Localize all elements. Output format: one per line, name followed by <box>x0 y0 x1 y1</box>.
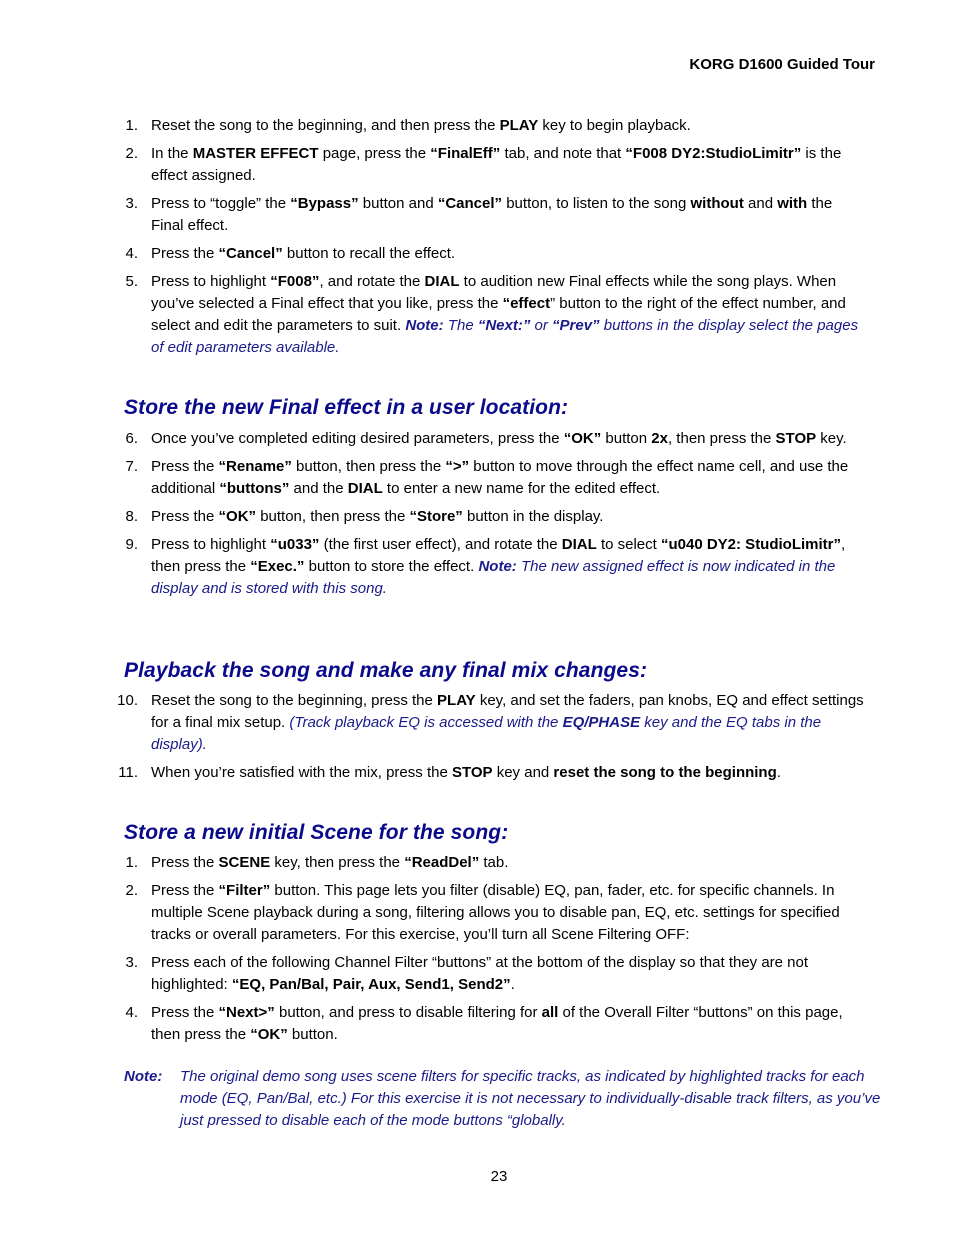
heading-store-scene: Store a new initial Scene for the song: <box>124 821 509 844</box>
body-text: Press each of the following Channel Filter “buttons” at the bottom of the display so that they are not highlighted: <box>151 954 809 993</box>
body-text: . <box>776 764 781 781</box>
emphasis-text: “Exec.” <box>250 558 305 575</box>
emphasis-text: “FinalEff” <box>430 145 501 162</box>
body-text: to enter a new name for the edited effect. <box>382 480 661 497</box>
list-item <box>0 690 954 756</box>
section-effect-steps <box>0 115 954 365</box>
body-text: and <box>743 195 778 212</box>
document-header: KORG D1600 Guided Tour <box>689 56 875 73</box>
emphasis-text: “EQ, Pan/Bal, Pair, Aux, Send1, Send2” <box>231 976 511 993</box>
list-item <box>0 506 954 528</box>
note-text: key and the EQ tabs in the display). <box>151 714 822 753</box>
list-item <box>0 456 954 500</box>
note-text: The <box>443 317 478 334</box>
body-text: , then press the <box>151 536 846 575</box>
body-text: button. <box>287 1026 338 1043</box>
body-text: button in the display. <box>462 508 604 525</box>
body-text: button to recall the effect. <box>282 245 456 262</box>
body-text: is the effect assigned. <box>151 145 842 184</box>
emphasis-text: “Next>” <box>218 1004 275 1021</box>
heading-playback-mix: Playback the song and make any final mix changes: <box>124 659 648 682</box>
body-text: button and <box>358 195 438 212</box>
list-item-number: 1. <box>125 854 138 871</box>
emphasis-text: “OK” <box>563 430 602 447</box>
body-text: button <box>601 430 652 447</box>
body-text: key. <box>816 430 847 447</box>
emphasis-text: “effect <box>502 295 551 312</box>
body-text: (the first user effect), and rotate the <box>319 536 562 553</box>
body-text: to select <box>596 536 661 553</box>
list-item-number: 2. <box>125 882 138 899</box>
body-text: Press to “toggle” the <box>151 195 291 212</box>
emphasis-text: with <box>777 195 808 212</box>
emphasis-text: without <box>690 195 744 212</box>
list-item <box>0 1002 954 1046</box>
emphasis-text: “OK” <box>250 1026 288 1043</box>
emphasis-text: “u033” <box>270 536 320 553</box>
emphasis-text: “Bypass” <box>290 195 359 212</box>
body-text: ” button to the right of the effect number, and select and edit the parameters to suit. <box>151 295 846 334</box>
body-text: key, and set the faders, pan knobs, EQ and effect settings for a final mix setup. <box>151 692 864 731</box>
emphasis-text: “Cancel” <box>218 245 283 262</box>
body-text: Press the <box>151 458 219 475</box>
body-text: tab, and note that <box>500 145 626 162</box>
emphasis-text: DIAL <box>424 273 460 290</box>
body-text: In the <box>151 145 193 162</box>
list-item <box>0 428 954 450</box>
body-text: Press the <box>151 245 219 262</box>
note-text: (Track playback EQ is accessed with the <box>289 714 563 731</box>
emphasis-text: “u040 DY2: StudioLimitr” <box>660 536 842 553</box>
list-item-number: 11. <box>118 764 138 781</box>
list-item <box>0 193 954 237</box>
list-item <box>0 271 954 359</box>
emphasis-text: “Rename” <box>218 458 292 475</box>
list-item-number: 3. <box>125 954 138 971</box>
note-text: The new assigned effect is now indicated in the display and is stored with this song. <box>151 558 836 597</box>
list-item-number: 4. <box>125 245 138 262</box>
list-item <box>0 880 954 946</box>
emphasis-text: PLAY <box>437 692 476 709</box>
body-text: button to move through the effect name cell, and use the additional <box>151 458 849 497</box>
list-item <box>0 852 954 874</box>
body-text: key, then press the <box>270 854 405 871</box>
body-text: Press the <box>151 508 219 525</box>
list-item-number: 8. <box>125 508 138 525</box>
list-item-number: 7. <box>125 458 138 475</box>
emphasis-text: all <box>541 1004 559 1021</box>
body-text: key and <box>492 764 554 781</box>
body-text: Press the <box>151 854 219 871</box>
emphasis-text: SCENE <box>218 854 271 871</box>
section-scene-steps <box>0 852 954 1052</box>
emphasis-text: MASTER EFFECT <box>192 145 319 162</box>
body-text: button to store the effect. <box>304 558 479 575</box>
note-text: buttons in the display select the pages of edit parameters available. <box>151 317 859 356</box>
emphasis-text: reset the song to the beginning <box>553 764 777 781</box>
note-text: The original demo song uses scene filters for specific tracks, as indicated by highlighted tracks for each mode (EQ, Pan/Bal, etc.) For this exercise it is not necessary to individually-disable track filters, as you’ve just pressed to disable each of the mode buttons “globally. <box>180 1068 881 1129</box>
final-note <box>124 1066 884 1132</box>
emphasis-text: “ReadDel” <box>404 854 480 871</box>
list-item-number: 6. <box>125 430 138 447</box>
body-text: Reset the song to the beginning, and then press the <box>151 117 500 134</box>
list-item <box>0 143 954 187</box>
emphasis-text: “Cancel” <box>437 195 503 212</box>
note-label: Note: <box>124 1068 163 1085</box>
list-item-number: 4. <box>125 1004 138 1021</box>
emphasis-text: STOP <box>451 764 493 781</box>
emphasis-text: “Filter” <box>218 882 271 899</box>
body-text: . <box>510 976 515 993</box>
emphasis-text: “OK” <box>218 508 257 525</box>
section-store-effect-steps <box>0 428 954 606</box>
note-emphasis: Note: <box>405 317 444 334</box>
emphasis-text: 2x <box>651 430 668 447</box>
emphasis-text: STOP <box>775 430 817 447</box>
body-text: Press the <box>151 1004 219 1021</box>
note-text: or <box>530 317 553 334</box>
list-item-number: 3. <box>125 195 138 212</box>
body-text: button. This page lets you filter (disable) EQ, pan, fader, etc. for specific channels. In multiple Scene playback during a song, filtering allows you to disable pan, EQ, etc. settings for specified tracks or overall parameters. For this exercise, you’ll turn all Scene Filtering OFF: <box>151 882 840 943</box>
body-text: the Final effect. <box>151 195 833 234</box>
list-item <box>0 762 954 784</box>
body-text: button, and press to disable filtering for <box>274 1004 542 1021</box>
list-item-number: 10. <box>117 692 138 709</box>
list-item <box>0 243 954 265</box>
body-text: of the Overall Filter “buttons” on this page, then press the <box>151 1004 843 1043</box>
note-emphasis: “Next:” <box>477 317 531 334</box>
emphasis-text: DIAL <box>561 536 597 553</box>
list-item-number: 2. <box>125 145 138 162</box>
body-text: , and rotate the <box>319 273 425 290</box>
emphasis-text: “F008 DY2:StudioLimitr” <box>625 145 802 162</box>
emphasis-text: “>” <box>445 458 470 475</box>
body-text: Once you’ve completed editing desired parameters, press the <box>151 430 564 447</box>
body-text: key to begin playback. <box>538 117 691 134</box>
body-text: tab. <box>479 854 509 871</box>
body-text: , then press the <box>667 430 776 447</box>
body-text: button, then press the <box>291 458 446 475</box>
list-item-number: 1. <box>125 117 138 134</box>
list-item <box>0 115 954 137</box>
body-text: Press the <box>151 882 219 899</box>
emphasis-text: “Store” <box>409 508 463 525</box>
note-emphasis: Note: <box>478 558 517 575</box>
list-item <box>0 534 954 600</box>
note-emphasis: EQ/PHASE <box>562 714 641 731</box>
heading-store-final-effect: Store the new Final effect in a user location: <box>124 396 569 419</box>
note-emphasis: “Prev” <box>552 317 600 334</box>
body-text: page, press the <box>318 145 431 162</box>
page-number: 23 <box>490 1168 508 1185</box>
emphasis-text: PLAY <box>499 117 539 134</box>
body-text: to audition new Final effects while the song plays. When you’ve selected a Final effect that you like, press the <box>151 273 837 312</box>
emphasis-text: “buttons” <box>219 480 290 497</box>
body-text: button, then press the <box>256 508 410 525</box>
list-item <box>0 952 954 996</box>
list-item-number: 5. <box>125 273 138 290</box>
body-text: Press to highlight <box>151 536 271 553</box>
emphasis-text: “F008” <box>270 273 320 290</box>
list-item-number: 9. <box>125 536 138 553</box>
section-playback-steps <box>0 690 954 790</box>
body-text: button, to listen to the song <box>502 195 691 212</box>
body-text: Reset the song to the beginning, press the <box>151 692 438 709</box>
emphasis-text: DIAL <box>347 480 383 497</box>
body-text: Press to highlight <box>151 273 271 290</box>
body-text: and the <box>289 480 348 497</box>
body-text: When you’re satisfied with the mix, press the <box>151 764 452 781</box>
